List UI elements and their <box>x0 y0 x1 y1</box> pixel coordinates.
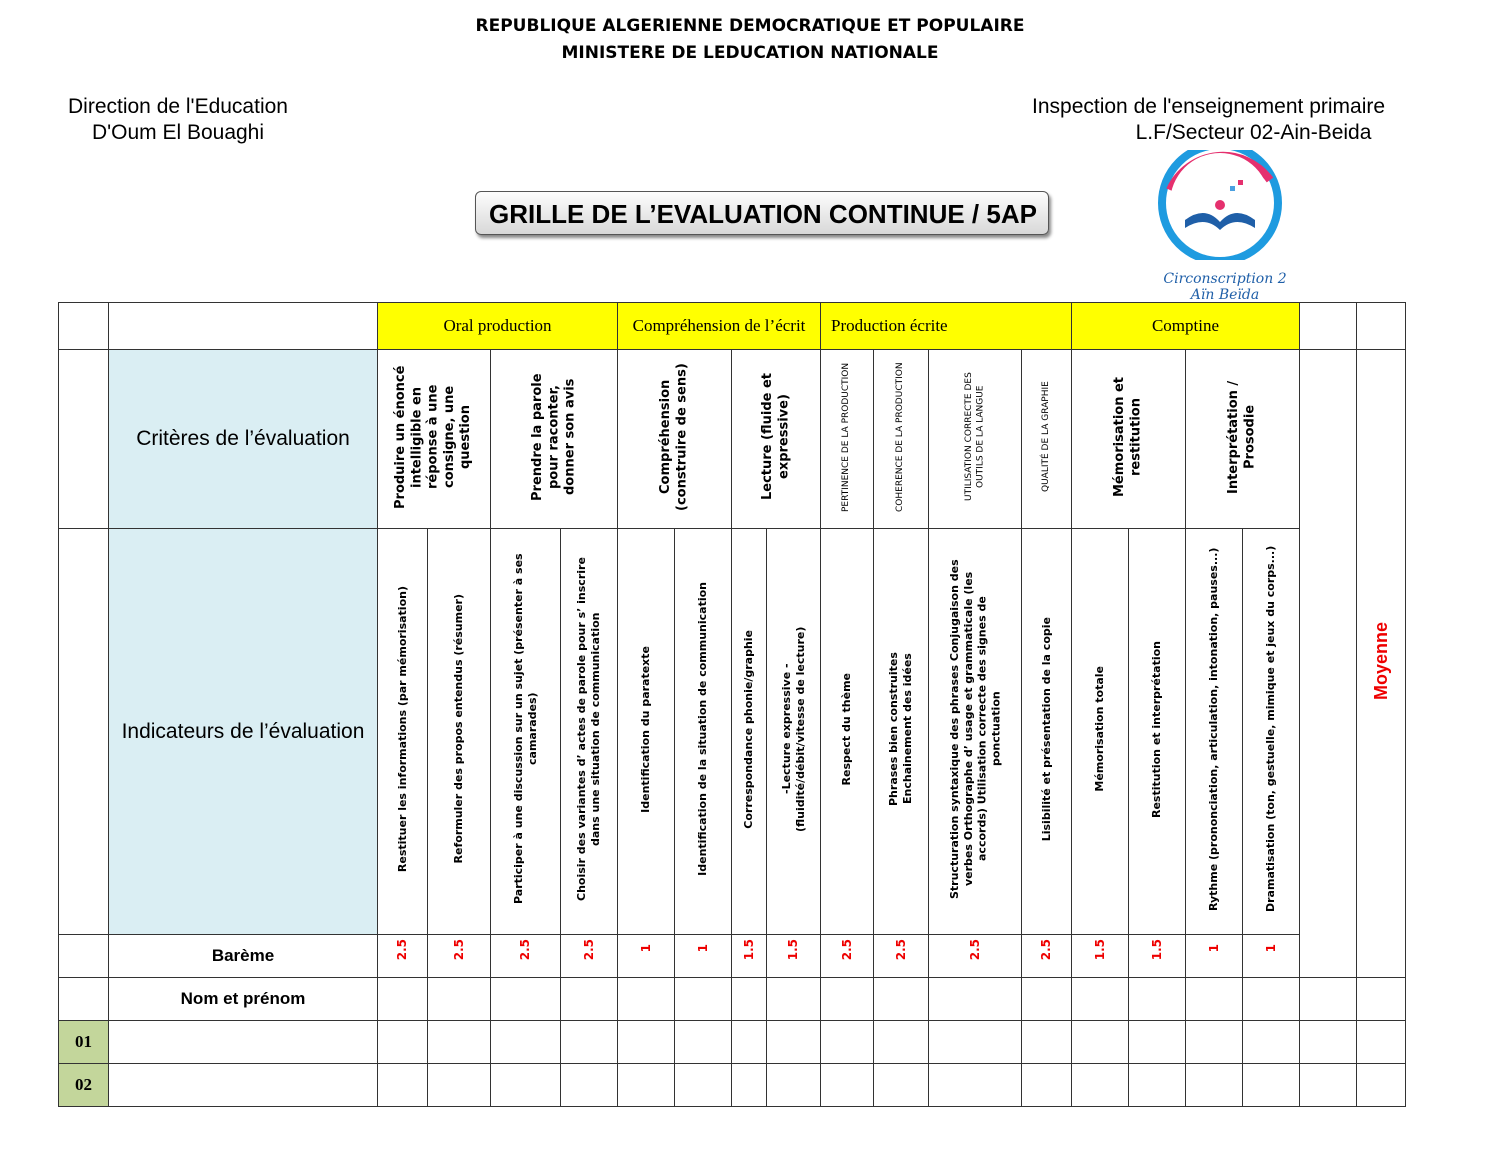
row-number: 02 <box>59 1064 109 1107</box>
indicateur: Participer à une discussion sur un sujet (présenter à ses camarades) <box>511 553 539 905</box>
indicateur: Identification du paratexte <box>639 645 653 813</box>
criteres-label: Critères de l’évaluation <box>109 350 378 529</box>
bareme-value: 1.5 <box>786 939 800 961</box>
indicateur: Identification de la situation de communication <box>696 582 710 876</box>
group-oral-production: Oral production <box>378 303 618 350</box>
indicateur: Structuration syntaxique des phrases Conjugaison des verbes Orthographe d’ usage et grammaticale (les accords) Utilisation correcte des signes de ponctuation <box>947 559 1002 899</box>
bareme-value: 2.5 <box>518 939 532 961</box>
indicateur: Restituer les informations (par mémorisation) <box>395 585 409 873</box>
bareme-value: 2.5 <box>1039 939 1053 961</box>
critere: PERTINENCE DE LA PRODUCTION <box>841 361 852 512</box>
indicateur: Reformuler des propos entendus (résumer) <box>452 594 466 864</box>
moyenne-label: Moyenne <box>1370 621 1391 700</box>
row-number: 01 <box>59 1021 109 1064</box>
logo-line2: Aïn Beïda <box>1190 287 1260 303</box>
bareme-value: 1.5 <box>741 939 756 961</box>
direction-line1: Direction de l'Education <box>68 95 288 118</box>
ministry-heading: MINISTERE DE LEDUCATION NATIONALE <box>561 43 939 63</box>
bareme-value: 2.5 <box>893 939 908 961</box>
indicateur: Lisibilité et présentation de la copie <box>1039 616 1053 842</box>
critere: QUALITÉ DE LA GRAPHIE <box>1040 381 1051 492</box>
student-row <box>59 1021 1406 1064</box>
bareme-label: Barème <box>109 935 378 978</box>
bareme-value: 1 <box>1206 943 1221 952</box>
group-production-ecrite: Production écrite <box>821 303 1072 350</box>
circonscription-logo <box>1130 150 1320 303</box>
indicateur: Restitution et interprétation <box>1150 640 1164 818</box>
bareme-value: 2.5 <box>581 939 596 961</box>
bareme-value: 2.5 <box>451 939 466 961</box>
logo-line1: Circonscription 2 <box>1163 271 1287 287</box>
bareme-value: 2.5 <box>395 939 409 961</box>
indicateur: Respect du thème <box>840 672 854 786</box>
republic-heading: REPUBLIQUE ALGERIENNE DEMOCRATIQUE ET POPULAIRE <box>475 16 1025 36</box>
critere: Interprétation / Prosodie <box>1226 379 1258 494</box>
document-title: GRILLE DE L’EVALUATION CONTINUE / 5AP <box>475 191 1049 235</box>
bareme-value: 2.5 <box>839 939 854 961</box>
evaluation-grid <box>58 302 1406 1107</box>
bareme-value: 1 <box>638 943 653 952</box>
indicateur: Phrases bien construites Enchainement des idées <box>887 652 914 806</box>
indicateur: Correspondance phonie/graphie <box>742 629 756 829</box>
bareme-value: 1.5 <box>1149 939 1164 961</box>
critere: Prendre la parole pour raconter, donner son avis <box>529 372 578 501</box>
critere: Compréhension (construire de sens) <box>658 362 690 511</box>
bareme-value: 2.5 <box>967 939 982 961</box>
nom-prenom-label: Nom et prénom <box>109 978 378 1021</box>
critere: COHERENCE DE LA PRODUCTION <box>895 361 906 512</box>
bareme-value: 1.5 <box>1092 939 1107 961</box>
indicateurs-label: Indicateurs de l’évaluation <box>109 529 378 935</box>
indicateur: Choisir des variantes d’ actes de parole pour s’ inscrire dans une situation de communication <box>575 557 602 901</box>
inspection-line1: Inspection de l'enseignement primaire <box>1032 95 1386 118</box>
bareme-value: 1 <box>1263 943 1278 952</box>
indicateur: -Lecture expressive -(fluidité/débit/vitesse de lecture) <box>779 626 807 832</box>
critere: Mémorisation et restitution <box>1112 376 1144 497</box>
direction-line2: D'Oum El Bouaghi <box>91 121 265 144</box>
inspection-block <box>1032 94 1385 146</box>
indicateur: Rythme (prononciation, articulation, intonation, pauses...) <box>1207 547 1221 911</box>
book-logo-icon <box>1130 150 1320 260</box>
critere: UTILISATION CORRECTE DES OUTILS DE LA LANGUE <box>963 372 985 501</box>
bareme-value: 1 <box>695 943 710 952</box>
group-comptine: Comptine <box>1072 303 1300 350</box>
critere: Lecture (fluide et expressive) <box>759 373 791 500</box>
group-comprehension: Compréhension de l’écrit <box>618 303 821 350</box>
student-name-cell[interactable] <box>109 1021 378 1064</box>
student-name-cell[interactable] <box>109 1064 378 1107</box>
indicateur: Mémorisation totale <box>1093 666 1107 792</box>
critere: Produire un énoncé intelligible en réponse à une consigne, une question <box>393 364 474 509</box>
direction-block <box>68 94 288 146</box>
inspection-line2: L.F/Secteur 02-Ain-Beida <box>1135 121 1372 144</box>
indicateur: Dramatisation (ton, gestuelle, mimique et jeux du corps...) <box>1264 545 1278 913</box>
student-row <box>59 1064 1406 1107</box>
